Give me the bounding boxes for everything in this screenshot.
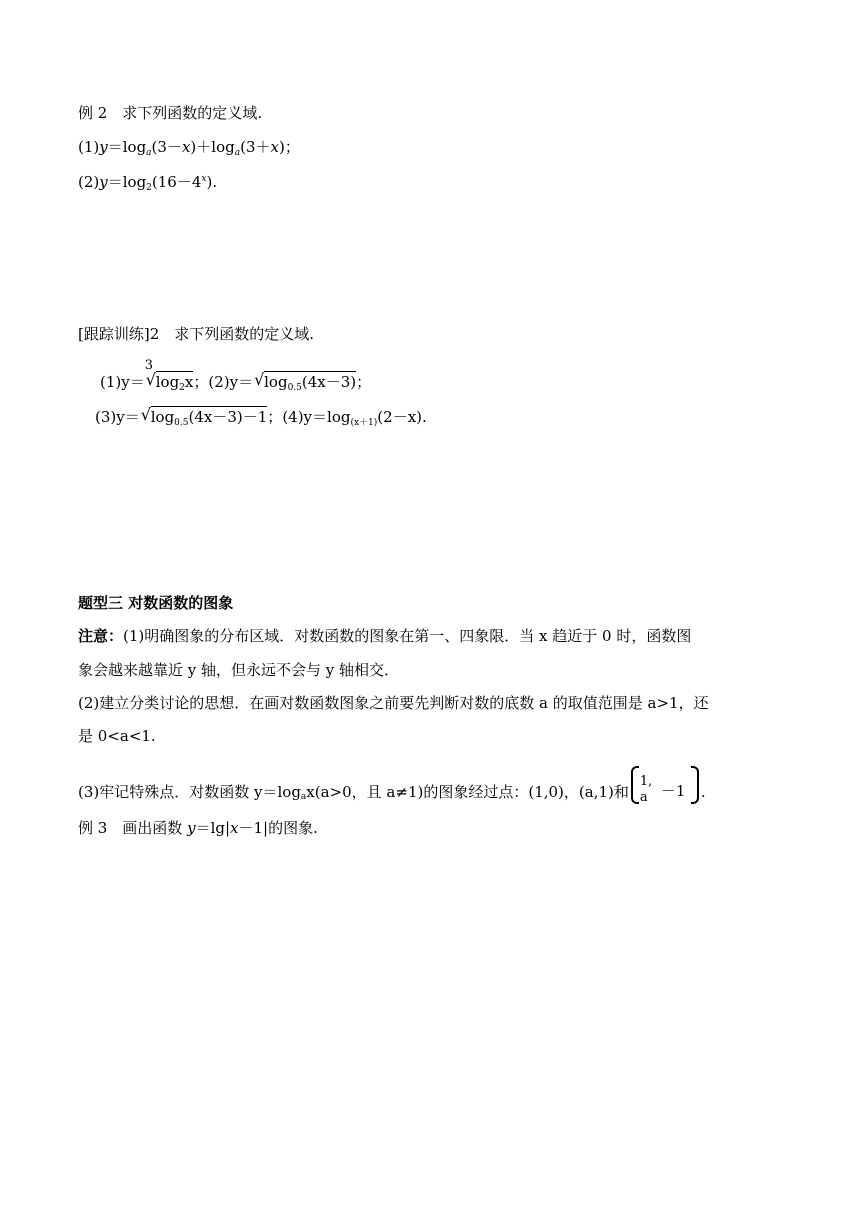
square-root: √ $\log_{0.5}(4x-3)$ bbox=[256, 371, 356, 393]
note-label: 注意： bbox=[78, 627, 124, 645]
type3-note1-a: 注意：(1)明确图象的分布区域．对数函数的图象在第一、四象限．当 x 趋近于 0 时，函数图 bbox=[78, 627, 692, 645]
type3-note2-a: (2)建立分类讨论的思想．在画对数函数图象之前要先判断对数的底数 a 的取值范围是 a>1，还 bbox=[78, 694, 709, 712]
type3-note1-b: 象会越来越靠近 y 轴，但永远不会与 y 轴相交． bbox=[78, 661, 400, 679]
practice2-title: [跟踪训练]2 求下列函数的定义域. bbox=[78, 325, 315, 343]
practice2-item3-label: (3)y＝ bbox=[95, 408, 140, 426]
example2-title: 例 2 求下列函数的定义域. bbox=[78, 104, 263, 122]
practice2-item4-label: (4)y＝log bbox=[282, 408, 351, 426]
type3-heading: 题型三 对数函数的图象 bbox=[78, 594, 234, 612]
example3: 例 3 画出函数 y＝lg|x－1|的图象. bbox=[78, 819, 318, 837]
point-bracket: 1, a －1 bbox=[631, 766, 699, 812]
practice2-line1: (1)y＝ √ 3 $\log_2x$；(2)y＝√ $\log_{0.5}(4x-3)$； bbox=[100, 371, 371, 393]
square-root: √ $\log_{0.5}(4x-3)-1$ bbox=[143, 406, 268, 428]
example2-item1: $(1)y=\log_a(3-x)+\log_a(3+x)$； bbox=[78, 138, 300, 158]
type3-note2-b: 是 0<a<1. bbox=[78, 727, 156, 745]
practice2-item1-label: (1)y＝ bbox=[100, 373, 145, 391]
type3-note3: (3)牢记特殊点．对数函数 $y=\log_ax(a>0$，且 a≠1)的图象经过点：(1,0)，(a,1)和 1, a －1 . bbox=[78, 772, 706, 806]
right-bracket bbox=[691, 766, 699, 804]
example2-item2: $(2)y=\log_2(16-4^x)$. bbox=[78, 173, 218, 193]
cube-root: √ 3 $\log_2x$ bbox=[148, 371, 194, 393]
practice2-item2-label: (2)y＝ bbox=[208, 373, 254, 391]
practice2-line2: (3)y＝√ $\log_{0.5}(4x-3)-1$；$(4)y=\log_{(x+1)}(2-x)$. bbox=[95, 406, 427, 428]
